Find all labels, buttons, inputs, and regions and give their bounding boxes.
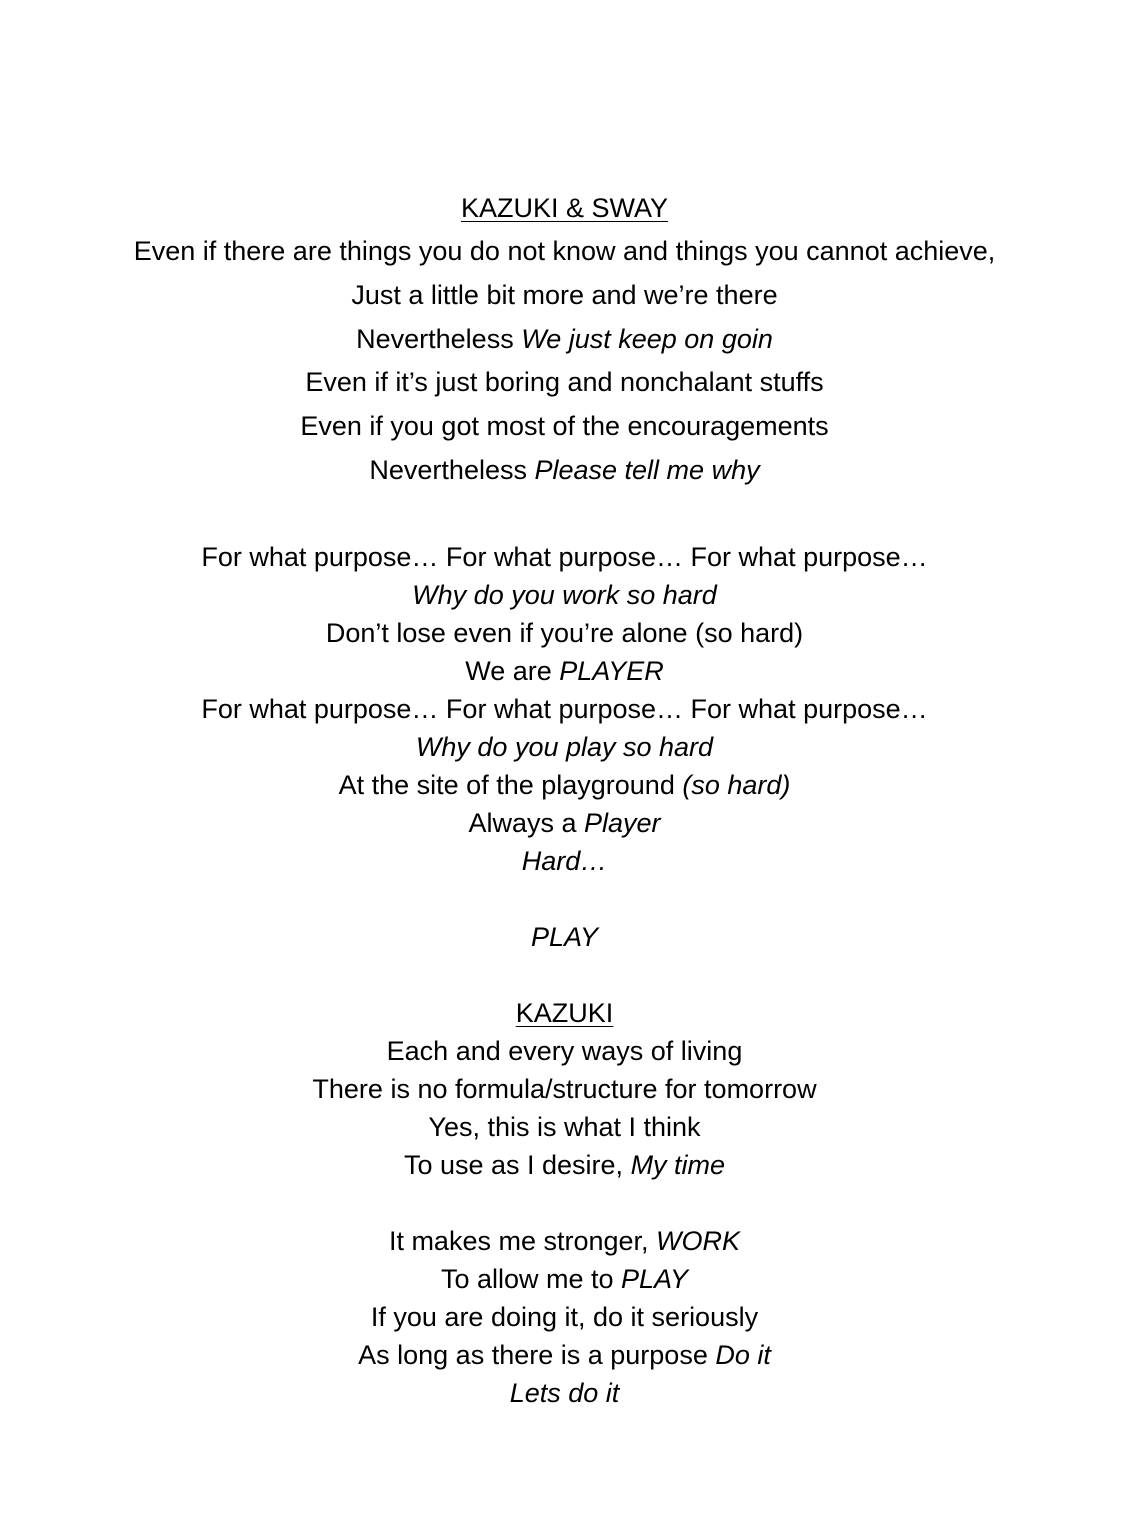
lyric-line: Each and every ways of living [386,1036,743,1066]
lyric-line: For what purpose… For what purpose… For what purpose… [201,694,928,724]
lyric-line: For what purpose… For what purpose… For what purpose… [201,542,928,572]
lyric-line: Yes, this is what I think [428,1112,701,1142]
lyric-line: It makes me stronger, WORK [388,1226,741,1256]
lyric-line: Even if it’s just boring and nonchalant stuffs [305,367,824,397]
lyric-line: Even if there are things you do not know and things you cannot achieve, [133,236,996,266]
lyric-line: To use as I desire, My time [403,1150,726,1180]
lyric-line-play: PLAY [530,922,599,952]
lyric-line: There is no formula/structure for tomorrow [312,1074,817,1104]
lyric-line: Even if you got most of the encouragements [300,411,829,441]
lyric-line: Why do you work so hard [412,580,717,610]
lyric-line: To allow me to PLAY [440,1264,689,1294]
lyric-line: At the site of the playground (so hard) [338,770,791,800]
lyric-line: As long as there is a purpose Do it [358,1340,771,1370]
lyric-line: Always a Player [468,808,661,838]
lyric-line: Just a little bit more and we’re there [351,280,778,310]
lyric-line: Lets do it [509,1378,620,1408]
section-heading-kazuki: KAZUKI [515,998,614,1028]
section-heading-kazuki-sway: KAZUKI & SWAY [460,193,669,223]
lyric-line: Nevertheless We just keep on goin [356,324,773,354]
lyric-line: Nevertheless Please tell me why [369,455,760,485]
lyric-line: Don’t lose even if you’re alone (so hard) [325,618,804,648]
lyric-line: Why do you play so hard [415,732,714,762]
lyric-line: We are PLAYER [465,656,664,686]
lyric-line: Hard… [521,846,608,876]
lyric-line: If you are doing it, do it seriously [370,1302,759,1332]
